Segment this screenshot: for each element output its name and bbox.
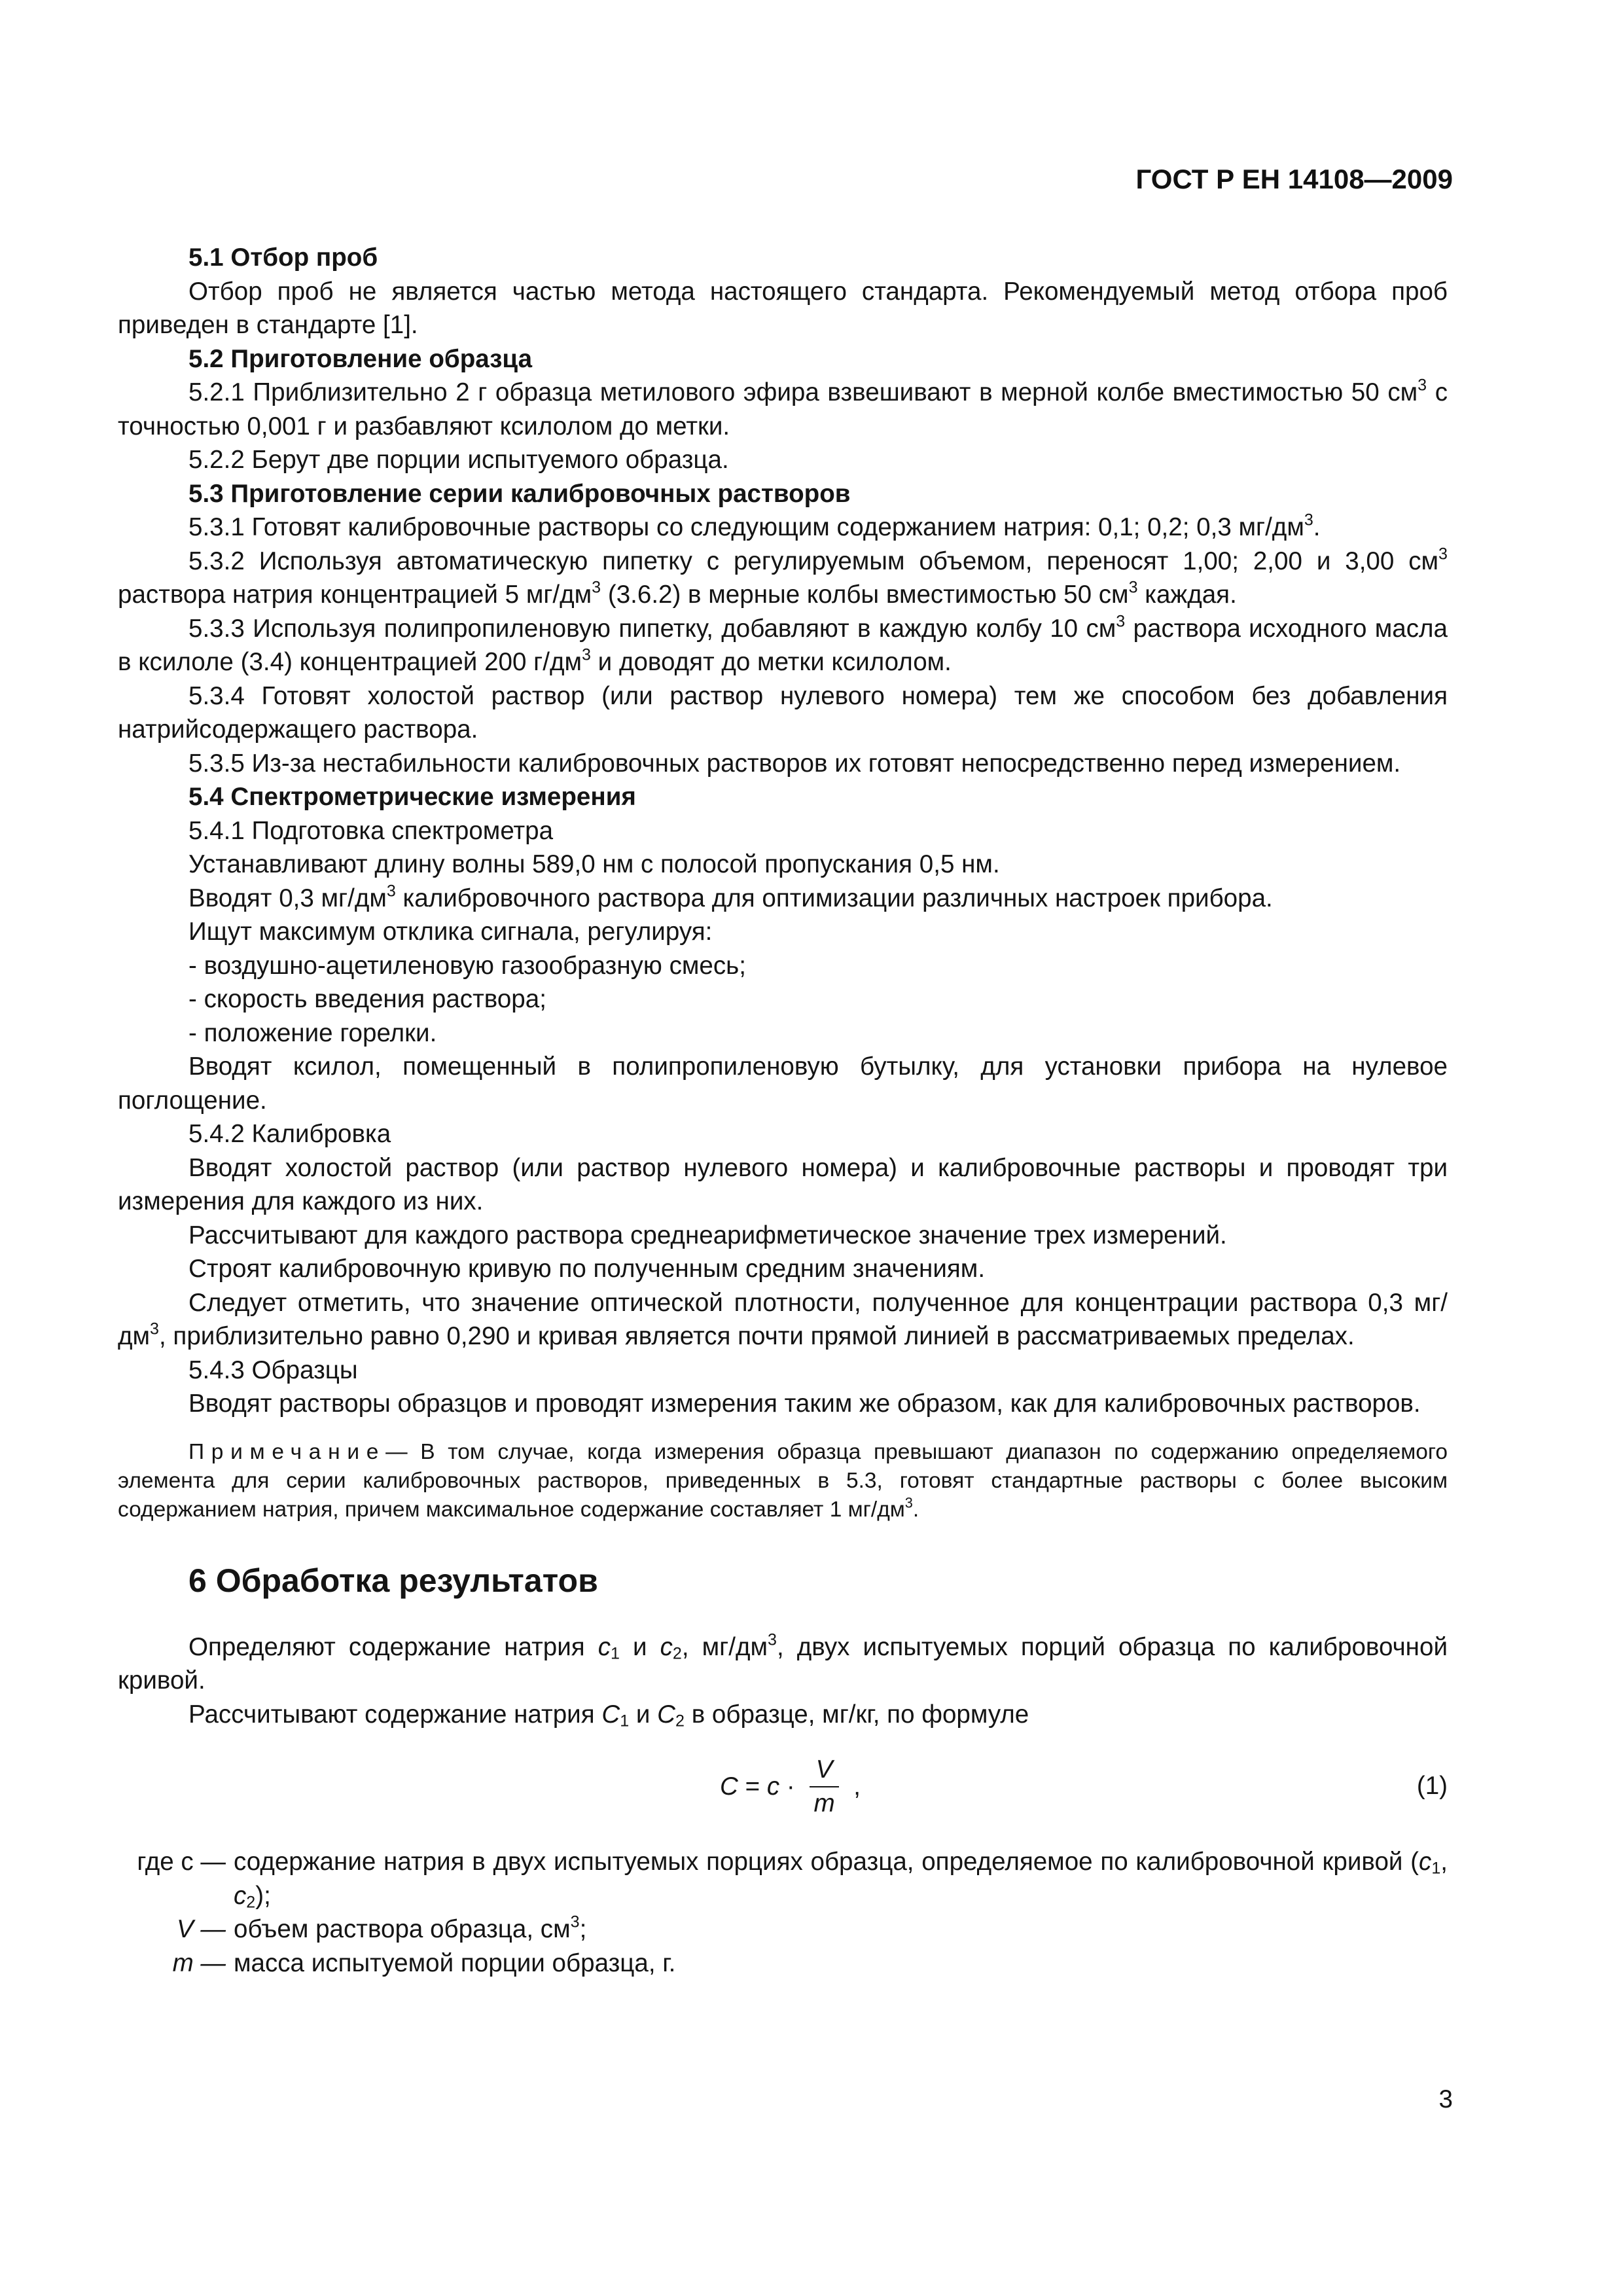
paragraph: Вводят 0,3 $мг/дм^3$ калибровочного раствора для оптимизации различных настроек прибора.: [188, 881, 1273, 912]
paragraph: Определяют содержание натрия $c_1$ и $c_2$, $мг/дм^3$, двух испытуемых порций образца по калибровочной кривой.: [118, 1630, 1448, 1695]
paragraph: 5.4.3 Образцы: [188, 1355, 358, 1384]
section-title-5-4: 5.4 Спектрометрические измерения: [188, 783, 636, 811]
section-title-5-2: 5.2 Приготовление образца: [188, 344, 533, 373]
paragraph: 5.3.2 Используя автоматическую пипетку с регулируемым объемом, переносят 1,00; 2,00 и 3,00 $см^3$ раствора натрия концентрацией 5 $мг/дм^3$ (3.6.2) в мерные колбы вместимостью 50 $см^3$ каждая.: [118, 544, 1448, 609]
paragraph: 5.3.5 Из-за нестабильности калибровочных растворов их готовят непосредственно перед измерением.: [188, 749, 1401, 778]
paragraph: 5.4.1 Подготовка спектрометра: [188, 816, 554, 845]
paragraph: 5.2.2 Берут две порции испытуемого образца.: [188, 446, 729, 474]
list-item: - скорость введения раствора;: [188, 985, 546, 1013]
section-title-5-1: 5.1 Отбор проб: [188, 243, 378, 272]
paragraph: Строят калибровочную кривую по полученным средним значениям.: [188, 1255, 986, 1283]
definition-row: где c — содержание натрия в двух испытуемых порциях образца, определяемое по калибровочной кривой ($c_1$, $c_2$);: [137, 1848, 1448, 1912]
formula-row: [118, 1751, 1448, 1823]
paragraph: Вводят растворы образцов и проводят измерения таким же образом, как для калибровочных растворов.: [188, 1390, 1421, 1418]
note: Примечание— В том случае, когда измерения образца превышают диапазон по содержанию определяемого элемента для серии калибровочных растворов, приведенных в 5.3, готовят стандартные растворы с более высоким содержанием натрия, причем максимальное содержание составляет 1 $мг/дм^3$.: [118, 1439, 1448, 1522]
page-number: 3: [1438, 2085, 1453, 2113]
definition-row: V — объем раствора образца, $см^3$;: [176, 1912, 587, 1943]
paragraph: 5.4.2 Калибровка: [188, 1120, 391, 1148]
variable-definitions: [118, 1845, 1448, 1980]
paragraph: Отбор проб не является частью метода настоящего стандарта. Рекомендуемый метод отбора проб приведен в стандарте [1].: [118, 277, 1448, 339]
paragraph: Вводят ксилол, помещенный в полипропиленовую бутылку, для установки прибора на нулевое поглощение.: [118, 1052, 1448, 1115]
paragraph: Рассчитывают содержание натрия $C_1$ и $C_2$ в образце, мг/кг, по формуле: [188, 1700, 1029, 1731]
definition-row: m — масса испытуемой порции образца, г.: [172, 1948, 676, 1977]
document-code: ГОСТ Р ЕН 14108—2009: [1135, 164, 1453, 194]
list-item: - положение горелки.: [188, 1018, 437, 1047]
section-title-5-3: 5.3 Приготовление серии калибровочных растворов: [188, 479, 851, 508]
paragraph: Следует отметить, что значение оптической плотности, полученное для концентрации раствора 0,3 $мг/дм^3$, приблизительно равно 0,290 и кривая является почти прямой линией в рассматриваемых пределах.: [118, 1288, 1448, 1350]
note-label: Примечание: [188, 1439, 386, 1464]
document-body: [118, 241, 1448, 1980]
formula: C = c · $\frac{V}{m}$ ,: [720, 1751, 861, 1823]
section-title-6: 6 Обработка результатов: [188, 1562, 598, 1599]
equation-number: (1): [1416, 1772, 1448, 1800]
list-item: - воздушно-ацетиленовую газообразную смесь;: [188, 951, 746, 980]
paragraph: 5.3.4 Готовят холостой раствор (или раствор нулевого номера) тем же способом без добавления натрийсодержащего раствора.: [118, 681, 1448, 744]
paragraph: Вводят холостой раствор (или раствор нулевого номера) и калибровочные растворы и проводят три измерения для каждого из них.: [118, 1153, 1448, 1215]
paragraph: 5.3.3 Используя полипропиленовую пипетку, добавляют в каждую колбу 10 $см^3$ раствора исходного масла в ксилоле (3.4) концентрацией 200 $г/дм^3$ и доводят до метки ксилолом.: [118, 611, 1448, 676]
paragraph: 5.3.1 Готовят калибровочные растворы со следующим содержанием натрия: 0,1; 0,2; 0,3 $мг/дм^3$.: [188, 511, 1321, 541]
paragraph: 5.2.1 Приблизительно 2 г образца метилового эфира взвешивают в мерной колбе вместимостью 50 $см^3$ с точностью 0,001 г и разбавляют ксилолом до метки.: [118, 376, 1448, 440]
fraction: $\frac{V}{m}$: [807, 1753, 841, 1820]
paragraph: Устанавливают длину волны 589,0 нм с полосой пропускания 0,5 нм.: [188, 850, 1000, 878]
paragraph: Ищут максимум отклика сигнала, регулируя:: [188, 918, 713, 946]
paragraph: Рассчитывают для каждого раствора среднеарифметическое значение трех измерений.: [188, 1221, 1227, 1249]
